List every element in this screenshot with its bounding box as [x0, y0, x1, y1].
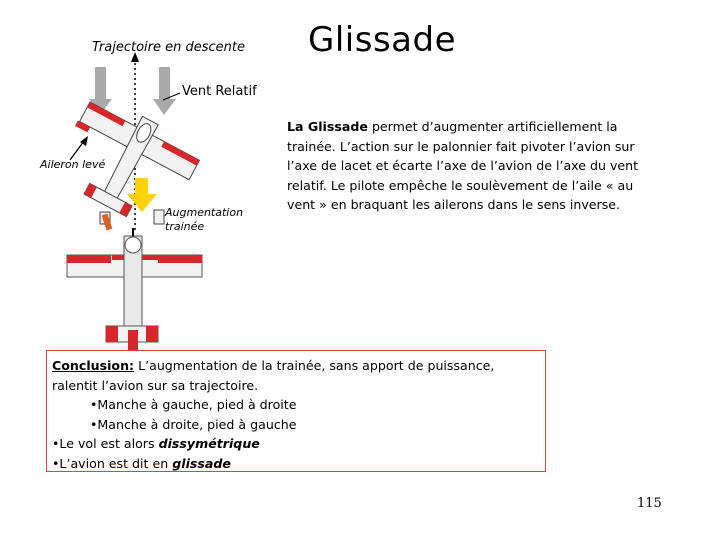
- bullet-3-emphasis: dissymétrique: [158, 436, 260, 451]
- page-title: Glissade: [308, 20, 457, 60]
- conclusion-bullet-1: •Manche à gauche, pied à droite: [90, 397, 297, 412]
- relative-wind-label: Vent Relatif: [182, 84, 257, 99]
- bullet-3-prefix: •Le vol est alors: [52, 436, 159, 451]
- conclusion-bullet-4: [52, 454, 541, 474]
- conclusion-bullet-3: [52, 434, 541, 454]
- raised-aileron-label: Aileron levé: [40, 158, 106, 171]
- description-paragraph: [287, 117, 662, 215]
- trajectory-label: Trajectoire en descente: [92, 40, 246, 55]
- description-term: La Glissade: [287, 119, 368, 134]
- drag-increase-line1: Augmentation: [165, 206, 244, 219]
- conclusion-line1-text: L’augmentation de la trainée, sans apport de puissance, ralentit l’avion sur sa trajectoire.: [52, 358, 495, 393]
- conclusion-heading: Conclusion:: [52, 358, 135, 373]
- drag-increase-line2: trainée: [165, 220, 205, 233]
- description-text: permet d’augmenter artificiellement la trainée. L’action sur le palonnier fait pivoter l’avion sur l’axe de lacet et écarte l’axe de l’avion de l’axe du vent relatif. Le pilote empêche le soulèvement de l’aile « au vent » en braquant les ailerons dans le sens inverse.: [287, 119, 639, 212]
- page-number: 115: [637, 496, 662, 511]
- aileron-detail: [100, 210, 164, 231]
- gray-wind-arrow-right: [153, 67, 176, 115]
- conclusion-line1: [52, 356, 541, 395]
- bullet-4-prefix: •L’avion est dit en: [52, 455, 173, 471]
- conclusion-box: [46, 350, 546, 472]
- conclusion-bullet-2: •Manche à droite, pied à gauche: [90, 416, 297, 432]
- bullet-4-emphasis: glissade: [172, 455, 231, 471]
- airplane-front-view: [67, 228, 202, 352]
- drag-increase-label: [165, 206, 243, 234]
